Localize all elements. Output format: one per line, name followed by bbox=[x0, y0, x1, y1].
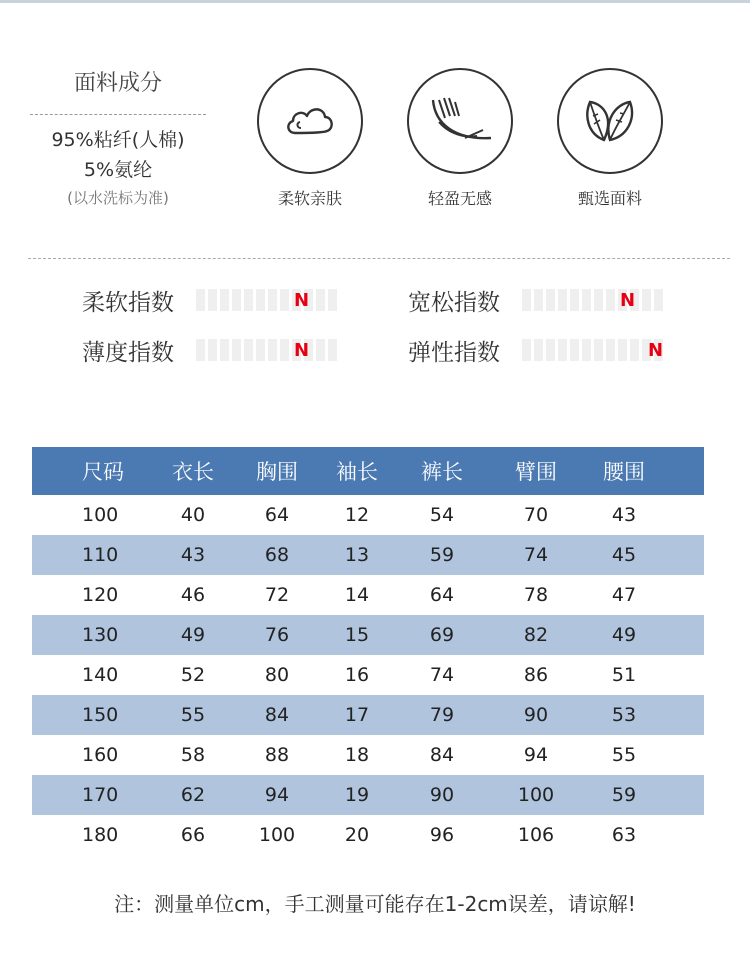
index-bar-segment bbox=[328, 339, 337, 361]
table-row bbox=[32, 535, 704, 575]
feature-label: 柔软亲肤 bbox=[277, 189, 342, 208]
index-name: 柔软指数 bbox=[82, 289, 174, 316]
index-bar-segment bbox=[558, 289, 567, 311]
table-cell: 19 bbox=[344, 784, 370, 806]
table-cell: 58 bbox=[180, 744, 206, 766]
index-bar-segment bbox=[582, 289, 591, 311]
feather-icon bbox=[425, 94, 495, 148]
index-bar-segment bbox=[328, 289, 337, 311]
table-cell: 84 bbox=[264, 704, 290, 726]
index-bar-segment bbox=[316, 289, 325, 311]
index-bar-segment bbox=[606, 339, 615, 361]
table-cell: 47 bbox=[611, 584, 637, 606]
index-bar-segment bbox=[534, 339, 543, 361]
index-bar bbox=[196, 289, 337, 311]
feature-soft bbox=[255, 68, 365, 209]
table-cell: 43 bbox=[611, 504, 637, 526]
table-cell: 100 bbox=[82, 504, 119, 526]
table-row bbox=[32, 775, 704, 815]
index-bar-segment bbox=[582, 339, 591, 361]
index-bar-segment bbox=[630, 339, 639, 361]
column-header: 胸围 bbox=[256, 460, 298, 484]
index-bar-segment bbox=[618, 339, 627, 361]
table-cell: 51 bbox=[611, 664, 637, 686]
table-cell: 20 bbox=[344, 824, 370, 846]
index-bar-segment bbox=[220, 289, 229, 311]
table-cell: 64 bbox=[264, 504, 290, 526]
table-cell: 130 bbox=[82, 624, 119, 646]
index-bar-segment bbox=[220, 339, 229, 361]
table-cell: 54 bbox=[429, 504, 455, 526]
table-cell: 40 bbox=[180, 504, 206, 526]
index-bar-segment bbox=[196, 289, 205, 311]
table-cell: 82 bbox=[523, 624, 549, 646]
index-bar-segment bbox=[316, 339, 325, 361]
index-bar bbox=[522, 289, 663, 311]
table-row bbox=[32, 575, 704, 615]
table-cell: 14 bbox=[344, 584, 370, 606]
top-border bbox=[0, 0, 750, 3]
index-name: 宽松指数 bbox=[408, 289, 500, 316]
table-row bbox=[32, 815, 704, 855]
table-cell: 80 bbox=[264, 664, 290, 686]
index-bar-segment bbox=[268, 339, 277, 361]
table-cell: 16 bbox=[344, 664, 370, 686]
table-cell: 84 bbox=[429, 744, 455, 766]
table-row bbox=[32, 695, 704, 735]
feature-ring bbox=[257, 68, 363, 174]
index-looseness bbox=[408, 284, 663, 316]
column-header: 裤长 bbox=[421, 460, 463, 484]
table-row bbox=[32, 655, 704, 695]
index-bar bbox=[196, 339, 337, 361]
table-cell: 120 bbox=[82, 584, 119, 606]
index-bar-segment bbox=[594, 289, 603, 311]
column-header: 衣长 bbox=[172, 460, 214, 484]
table-cell: 55 bbox=[611, 744, 637, 766]
table-cell: 46 bbox=[180, 584, 206, 606]
table-cell: 150 bbox=[82, 704, 119, 726]
table-cell: 45 bbox=[611, 544, 637, 566]
index-bar-segment bbox=[570, 339, 579, 361]
fabric-divider bbox=[30, 114, 206, 115]
table-cell: 49 bbox=[611, 624, 637, 646]
table-body bbox=[32, 495, 704, 855]
table-cell: 94 bbox=[264, 784, 290, 806]
feature-label: 甄选面料 bbox=[577, 189, 642, 208]
index-bar-segment bbox=[244, 289, 253, 311]
table-cell: 79 bbox=[429, 704, 455, 726]
index-marker: N bbox=[648, 340, 664, 361]
table-cell: 94 bbox=[523, 744, 549, 766]
index-marker: N bbox=[294, 290, 310, 311]
table-cell: 68 bbox=[264, 544, 290, 566]
index-bar-segment bbox=[232, 339, 241, 361]
table-cell: 100 bbox=[258, 824, 296, 846]
feature-light bbox=[405, 68, 515, 209]
table-cell: 140 bbox=[82, 664, 119, 686]
section-divider bbox=[28, 258, 730, 259]
index-name: 弹性指数 bbox=[408, 339, 500, 366]
fabric-title: 面料成分 bbox=[73, 71, 162, 96]
feature-selected-fabric bbox=[555, 68, 665, 209]
table-cell: 59 bbox=[429, 544, 455, 566]
index-bar-segment bbox=[522, 289, 531, 311]
index-marker: N bbox=[294, 340, 310, 361]
table-cell: 74 bbox=[429, 664, 455, 686]
table-cell: 66 bbox=[180, 824, 206, 846]
index-bar-segment bbox=[280, 289, 289, 311]
table-row bbox=[32, 735, 704, 775]
table-cell: 63 bbox=[611, 824, 637, 846]
table-cell: 43 bbox=[180, 544, 206, 566]
table-cell: 88 bbox=[264, 744, 290, 766]
table-cell: 13 bbox=[344, 544, 370, 566]
cloud-icon bbox=[283, 101, 337, 141]
table-cell: 170 bbox=[82, 784, 119, 806]
index-marker: N bbox=[620, 290, 636, 311]
table-cell: 59 bbox=[611, 784, 637, 806]
table-cell: 96 bbox=[429, 824, 455, 846]
table-cell: 90 bbox=[523, 704, 549, 726]
fabric-line-1: 95%粘纤(人棉) bbox=[51, 129, 185, 151]
fabric-line-2: 5%氨纶 bbox=[83, 159, 153, 181]
table-cell: 90 bbox=[429, 784, 455, 806]
index-bar-segment bbox=[208, 289, 217, 311]
index-bar-segment bbox=[606, 289, 615, 311]
table-header bbox=[32, 447, 704, 495]
table-cell: 180 bbox=[82, 824, 119, 846]
table-cell: 110 bbox=[82, 544, 119, 566]
index-elasticity bbox=[408, 334, 663, 366]
feature-label: 轻盈无感 bbox=[427, 189, 492, 208]
table-row bbox=[32, 495, 704, 535]
table-cell: 18 bbox=[344, 744, 370, 766]
table-cell: 52 bbox=[180, 664, 206, 686]
table-cell: 74 bbox=[523, 544, 549, 566]
column-header: 臂围 bbox=[515, 460, 557, 484]
index-bar-segment bbox=[208, 339, 217, 361]
feature-ring bbox=[557, 68, 663, 174]
index-bar-segment bbox=[268, 289, 277, 311]
column-header: 袖长 bbox=[336, 460, 378, 484]
table-cell: 49 bbox=[180, 624, 206, 646]
index-bar-segment bbox=[654, 289, 663, 311]
table-cell: 17 bbox=[344, 704, 370, 726]
index-bar-segment bbox=[594, 339, 603, 361]
feature-ring bbox=[407, 68, 513, 174]
index-bar-segment bbox=[534, 289, 543, 311]
table-cell: 100 bbox=[517, 784, 555, 806]
table-cell: 53 bbox=[611, 704, 637, 726]
index-bar-segment bbox=[522, 339, 531, 361]
table-cell: 106 bbox=[517, 824, 555, 846]
table-cell: 55 bbox=[180, 704, 206, 726]
table-cell: 76 bbox=[264, 624, 290, 646]
index-bar-segment bbox=[256, 339, 265, 361]
table-row bbox=[32, 615, 704, 655]
table-cell: 62 bbox=[180, 784, 206, 806]
index-bar-segment bbox=[642, 289, 651, 311]
column-header: 尺码 bbox=[82, 460, 124, 484]
index-bar-segment bbox=[244, 339, 253, 361]
table-cell: 12 bbox=[344, 504, 370, 526]
index-bar bbox=[522, 339, 663, 361]
leaves-icon bbox=[580, 94, 640, 148]
index-name: 薄度指数 bbox=[82, 339, 174, 366]
column-header: 腰围 bbox=[603, 460, 645, 484]
table-cell: 70 bbox=[523, 504, 549, 526]
index-bar-segment bbox=[196, 339, 205, 361]
table-cell: 69 bbox=[429, 624, 455, 646]
index-softness bbox=[82, 284, 337, 316]
table-cell: 78 bbox=[523, 584, 549, 606]
index-bar-segment bbox=[280, 339, 289, 361]
table-cell: 160 bbox=[82, 744, 119, 766]
table-cell: 86 bbox=[523, 664, 549, 686]
fabric-composition bbox=[30, 68, 206, 211]
index-bar-segment bbox=[570, 289, 579, 311]
index-bar-segment bbox=[546, 339, 555, 361]
table-cell: 15 bbox=[344, 624, 370, 646]
index-bar-segment bbox=[558, 339, 567, 361]
index-bar-segment bbox=[546, 289, 555, 311]
table-cell: 72 bbox=[264, 584, 290, 606]
fabric-note: (以水洗标为准) bbox=[67, 189, 169, 207]
index-bar-segment bbox=[232, 289, 241, 311]
index-bar-segment bbox=[256, 289, 265, 311]
index-thinness bbox=[82, 334, 337, 366]
size-table bbox=[32, 447, 704, 855]
table-cell: 64 bbox=[429, 584, 455, 606]
measurement-note: 注：测量单位cm，手工测量可能存在1-2cm误差，请谅解! bbox=[114, 892, 636, 916]
